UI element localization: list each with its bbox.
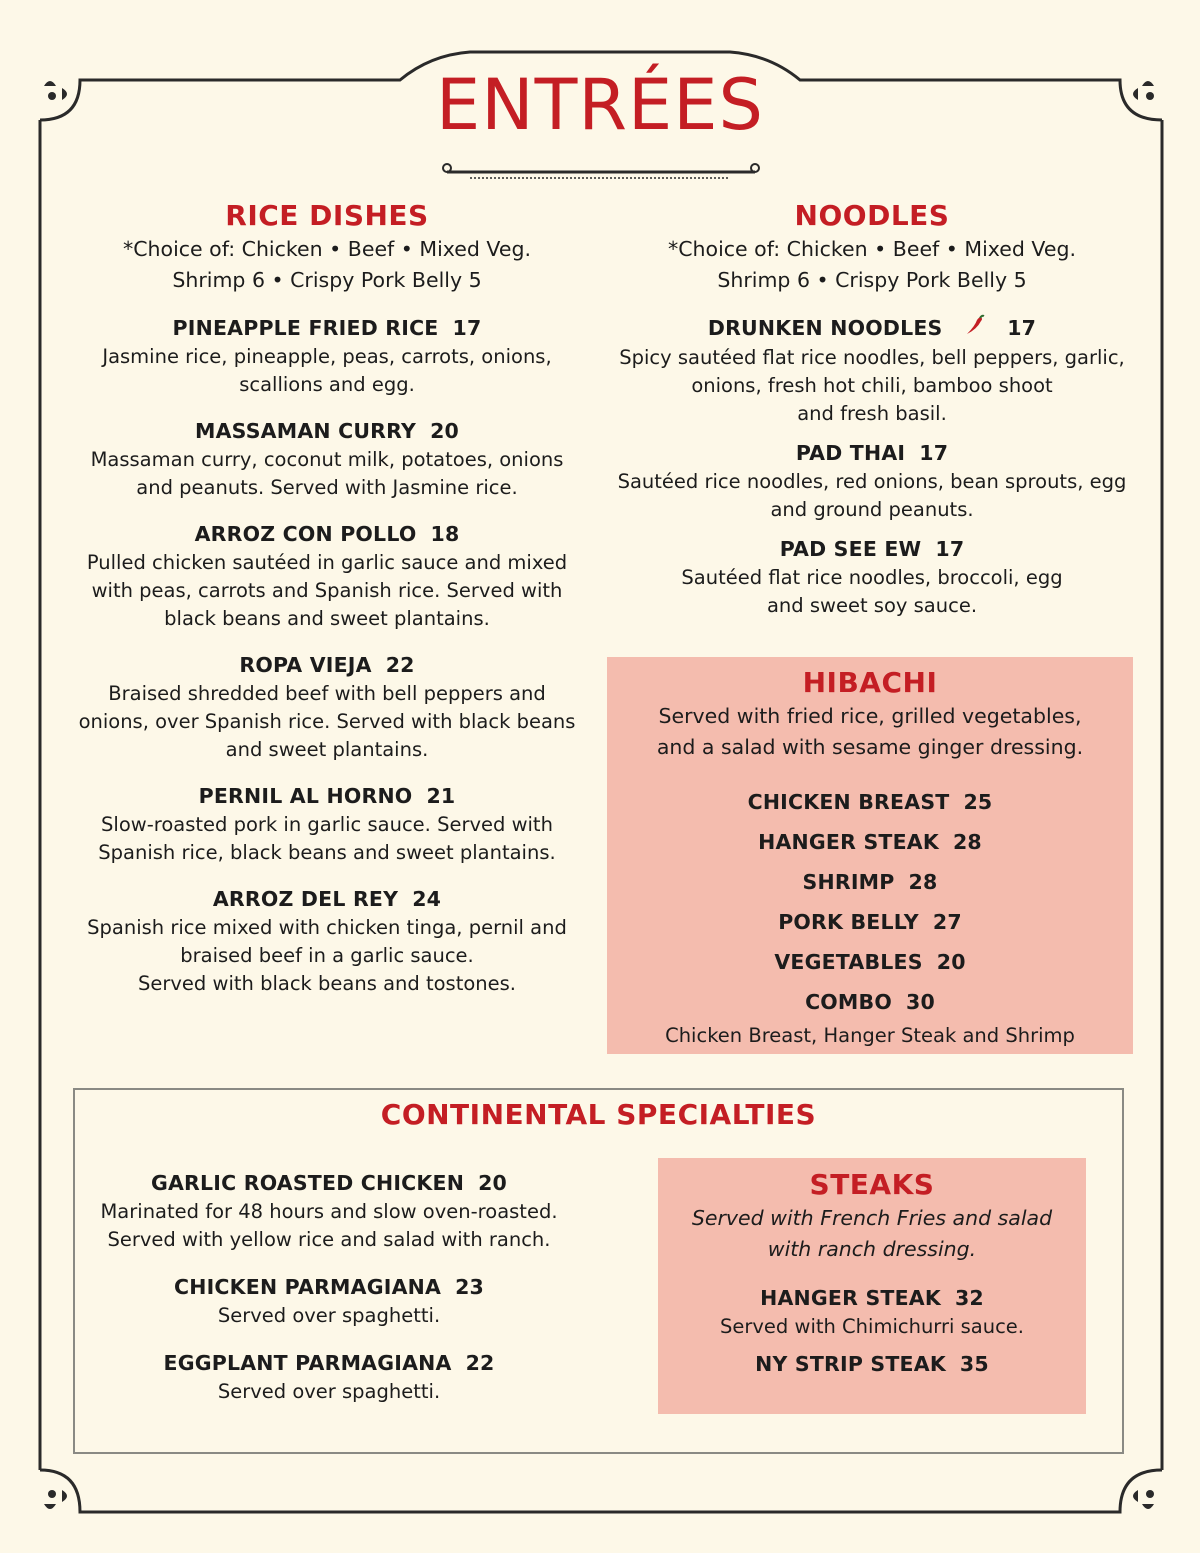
menu-item bbox=[658, 1283, 1086, 1341]
chili-pepper-icon bbox=[964, 314, 986, 344]
item-price: 32 bbox=[954, 1286, 984, 1310]
item-name: CHICKEN BREAST bbox=[747, 790, 950, 814]
menu-item bbox=[614, 438, 1130, 524]
item-price: 22 bbox=[465, 1351, 495, 1375]
item-desc: Slow-roasted pork in garlic sauce. Served with bbox=[101, 813, 553, 836]
item-desc: and ground peanuts. bbox=[770, 498, 974, 521]
page-title: ENTRÉES bbox=[436, 64, 764, 146]
menu-item bbox=[614, 313, 1130, 428]
item-price: 30 bbox=[906, 990, 935, 1014]
item-desc: with peas, carrots and Spanish rice. Served with bbox=[91, 579, 563, 602]
item-name: VEGETABLES bbox=[774, 950, 923, 974]
item-name: ARROZ DEL REY bbox=[212, 887, 399, 911]
item-desc: and sweet plantains. bbox=[225, 738, 429, 761]
rice-dishes-section bbox=[78, 198, 576, 998]
item-desc: and fresh basil. bbox=[797, 402, 947, 425]
item-desc: Pulled chicken sautéed in garlic sauce and mixed bbox=[86, 551, 568, 574]
continental-items bbox=[80, 1168, 578, 1406]
noodles-choice-note: *Choice of: Chicken • Beef • Mixed Veg. bbox=[667, 237, 1077, 261]
item-price: 20 bbox=[478, 1171, 508, 1195]
item-desc: Spanish rice, black beans and sweet plantains. bbox=[98, 841, 556, 864]
item-desc: Served with yellow rice and salad with ranch. bbox=[107, 1228, 551, 1251]
item-desc: Chicken Breast, Hanger Steak and Shrimp bbox=[665, 1024, 1075, 1047]
item-desc: Served over spaghetti. bbox=[217, 1380, 441, 1403]
item-desc: onions, over Spanish rice. Served with black beans bbox=[78, 710, 576, 733]
item-name: SHRIMP bbox=[802, 870, 895, 894]
menu-item bbox=[78, 781, 576, 867]
item-desc: braised beef in a garlic sauce. bbox=[180, 944, 474, 967]
hibachi-note: and a salad with sesame ginger dressing. bbox=[656, 735, 1084, 759]
item-desc: Spanish rice mixed with chicken tinga, pernil and bbox=[87, 916, 567, 939]
item-desc: scallions and egg. bbox=[239, 373, 415, 396]
item-price: 17 bbox=[919, 441, 949, 465]
item-name: PAD THAI bbox=[795, 441, 906, 465]
menu-item bbox=[607, 822, 1133, 862]
item-name: EGGPLANT PARMAGIANA bbox=[163, 1351, 452, 1375]
item-desc: and peanuts. Served with Jasmine rice. bbox=[136, 476, 518, 499]
item-desc: Braised shredded beef with bell peppers and bbox=[108, 682, 546, 705]
menu-item bbox=[607, 782, 1133, 822]
item-name: PAD SEE EW bbox=[779, 537, 922, 561]
item-name: CHICKEN PARMAGIANA bbox=[174, 1275, 442, 1299]
item-name: ARROZ CON POLLO bbox=[194, 522, 417, 546]
menu-item bbox=[78, 416, 576, 502]
item-desc: Served over spaghetti. bbox=[217, 1304, 441, 1327]
noodles-addon-note: Shrimp 6 • Crispy Pork Belly 5 bbox=[717, 268, 1027, 292]
menu-item bbox=[614, 534, 1130, 620]
item-price: 20 bbox=[430, 419, 460, 443]
item-name: PERNIL AL HORNO bbox=[198, 784, 413, 808]
continental-heading: CONTINENTAL SPECIALTIES bbox=[380, 1098, 817, 1131]
hibachi-note: Served with fried rice, grilled vegetables, bbox=[658, 704, 1082, 728]
rice-choice-note: *Choice of: Chicken • Beef • Mixed Veg. bbox=[122, 237, 532, 261]
menu-item bbox=[78, 313, 576, 399]
hibachi-section bbox=[607, 657, 1133, 1054]
item-name: MASSAMAN CURRY bbox=[194, 419, 417, 443]
menu-item bbox=[607, 982, 1133, 1022]
menu-item bbox=[80, 1348, 578, 1406]
item-name: PORK BELLY bbox=[778, 910, 919, 934]
item-price: 17 bbox=[452, 316, 482, 340]
steaks-note: Served with French Fries and salad bbox=[691, 1206, 1053, 1230]
item-price: 27 bbox=[932, 910, 962, 934]
item-price: 25 bbox=[963, 790, 993, 814]
menu-item bbox=[607, 942, 1133, 982]
item-name: NY STRIP STEAK bbox=[755, 1352, 946, 1376]
item-desc: Served with Chimichurri sauce. bbox=[719, 1315, 1024, 1338]
menu-item bbox=[80, 1168, 578, 1254]
item-desc: Served with black beans and tostones. bbox=[138, 972, 516, 995]
item-name: HANGER STEAK bbox=[760, 1286, 941, 1310]
menu-item bbox=[78, 884, 576, 998]
item-price: 28 bbox=[908, 870, 938, 894]
item-name: ROPA VIEJA bbox=[239, 653, 372, 677]
item-price: 21 bbox=[426, 784, 456, 808]
menu-item bbox=[607, 902, 1133, 942]
item-desc: Jasmine rice, pineapple, peas, carrots, onions, bbox=[102, 345, 552, 368]
item-price: 17 bbox=[935, 537, 965, 561]
item-price: 20 bbox=[936, 950, 966, 974]
menu-item bbox=[80, 1272, 578, 1330]
item-name: GARLIC ROASTED CHICKEN bbox=[150, 1171, 465, 1195]
steaks-section bbox=[658, 1158, 1086, 1414]
item-price: 17 bbox=[1007, 316, 1037, 340]
noodles-section bbox=[614, 198, 1130, 620]
item-desc: Sautéed flat rice noodles, broccoli, egg bbox=[681, 566, 1063, 589]
steaks-note: with ranch dressing. bbox=[767, 1237, 977, 1261]
hibachi-heading: HIBACHI bbox=[802, 666, 938, 699]
noodles-heading: NOODLES bbox=[794, 199, 950, 232]
item-desc: and sweet soy sauce. bbox=[766, 594, 978, 617]
rice-addon-note: Shrimp 6 • Crispy Pork Belly 5 bbox=[172, 268, 482, 292]
item-name: DRUNKEN NOODLES bbox=[707, 316, 943, 340]
rice-dishes-heading: RICE DISHES bbox=[225, 199, 429, 232]
menu-item bbox=[607, 862, 1133, 902]
item-desc: Sautéed rice noodles, red onions, bean sprouts, egg bbox=[617, 470, 1127, 493]
menu-item bbox=[78, 519, 576, 633]
menu-item bbox=[658, 1349, 1086, 1379]
item-desc: Spicy sautéed flat rice noodles, bell peppers, garlic, bbox=[619, 346, 1125, 369]
steaks-heading: STEAKS bbox=[809, 1168, 935, 1201]
item-price: 22 bbox=[385, 653, 415, 677]
item-desc: Massaman curry, coconut milk, potatoes, onions bbox=[90, 448, 564, 471]
title-divider-ornament bbox=[443, 164, 759, 178]
item-price: 35 bbox=[959, 1352, 989, 1376]
item-name: COMBO bbox=[805, 990, 892, 1014]
item-price: 24 bbox=[412, 887, 442, 911]
item-price: 23 bbox=[455, 1275, 484, 1299]
item-price: 18 bbox=[430, 522, 460, 546]
menu-item bbox=[78, 650, 576, 764]
item-desc: Marinated for 48 hours and slow oven-roasted. bbox=[100, 1200, 558, 1223]
item-price: 28 bbox=[952, 830, 982, 854]
item-name: HANGER STEAK bbox=[758, 830, 939, 854]
item-desc: onions, fresh hot chili, bamboo shoot bbox=[691, 374, 1053, 397]
item-desc: black beans and sweet plantains. bbox=[164, 607, 490, 630]
item-name: PINEAPPLE FRIED RICE bbox=[172, 316, 439, 340]
